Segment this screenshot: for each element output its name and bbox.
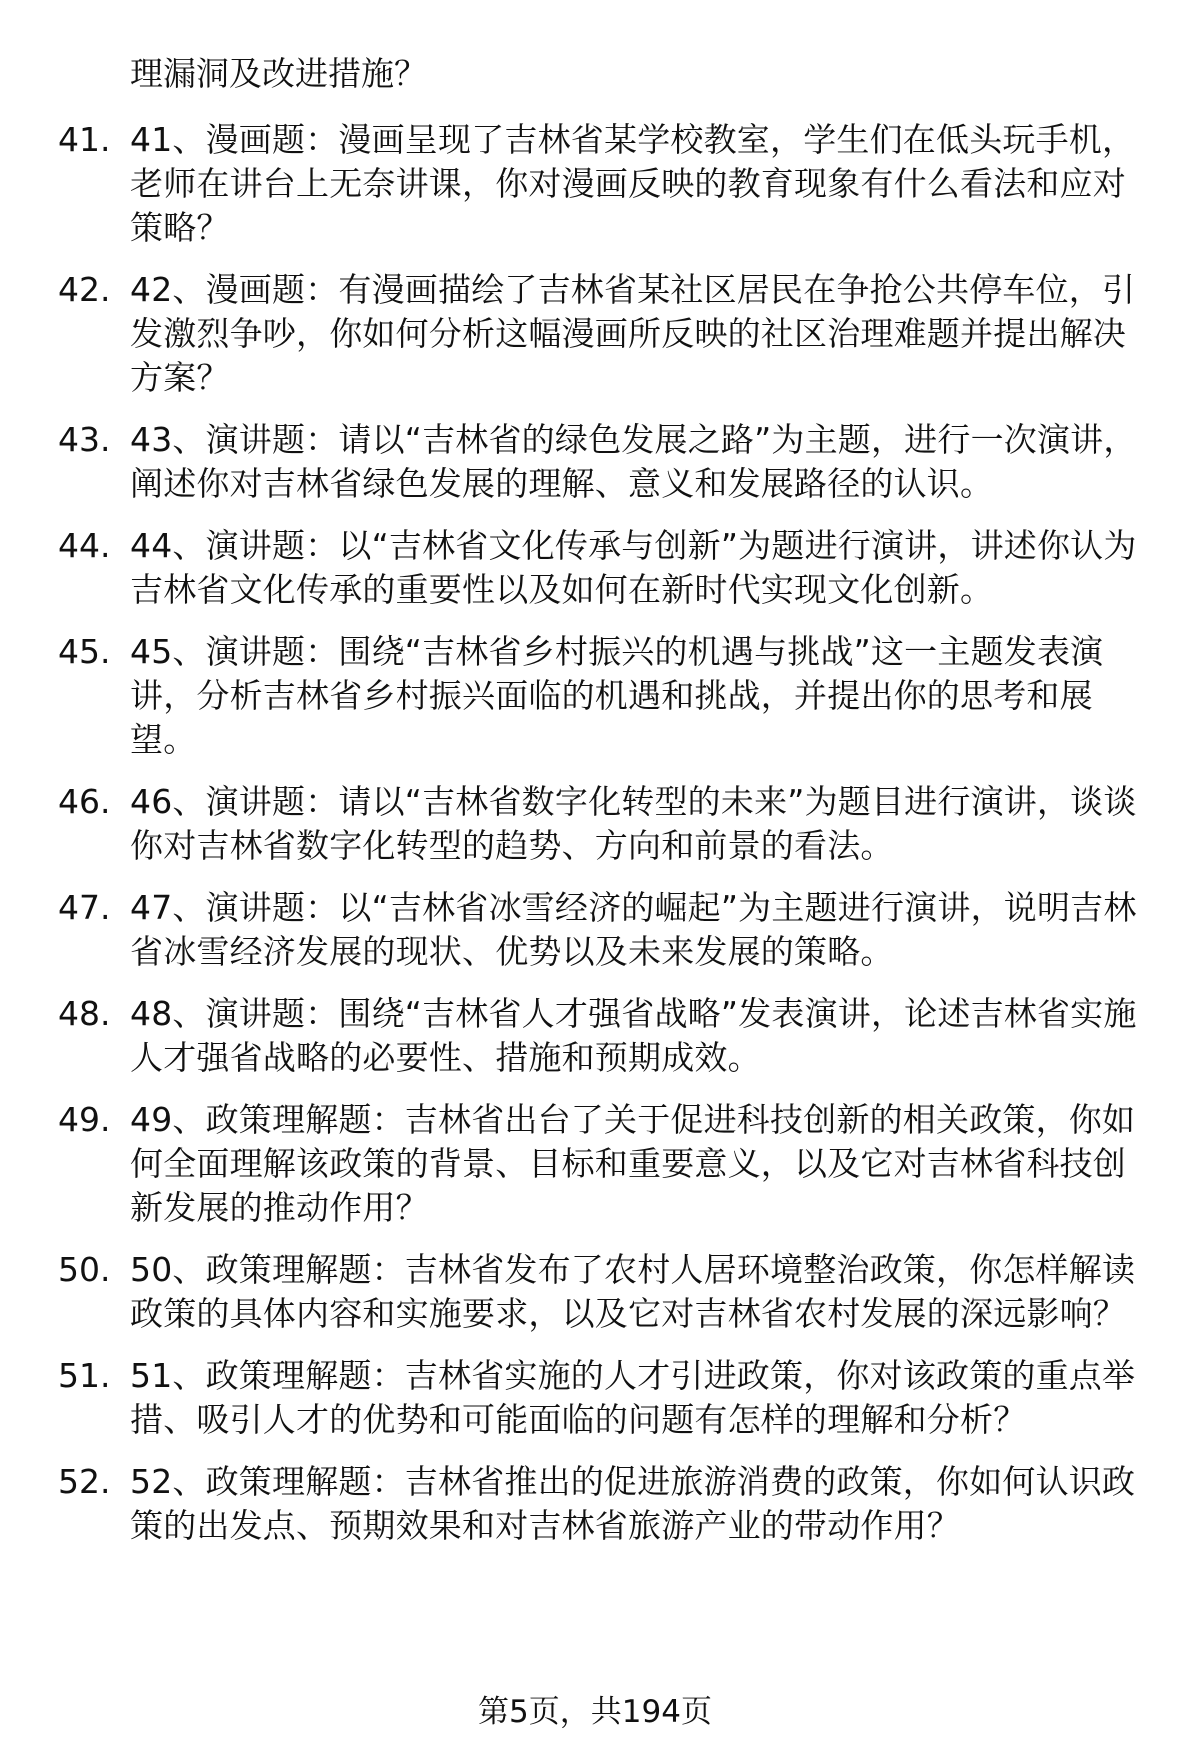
question-text: 49、政策理解题：吉林省出台了关于促进科技创新的相关政策，你如何全面理解该政策的背景、目标和重要意义，以及它对吉林省科技创新发展的推动作用？ bbox=[130, 1100, 1136, 1227]
question-item bbox=[0, 1098, 1190, 1230]
continuation-text: 理漏洞及改进措施？ bbox=[130, 54, 427, 93]
question-text: 42、漫画题：有漫画描绘了吉林省某社区居民在争抢公共停车位，引发激烈争吵，你如何分析这幅漫画所反映的社区治理难题并提出解决方案？ bbox=[130, 270, 1136, 397]
question-item bbox=[0, 418, 1190, 506]
question-text: 51、政策理解题：吉林省实施的人才引进政策，你对该政策的重点举措、吸引人才的优势和可能面临的问题有怎样的理解和分析？ bbox=[130, 1356, 1136, 1439]
question-item bbox=[0, 780, 1190, 868]
question-number: 41. bbox=[58, 120, 111, 159]
question-text: 48、演讲题：围绕“吉林省人才强省战略”发表演讲，论述吉林省实施人才强省战略的必要性、措施和预期成效。 bbox=[130, 994, 1137, 1077]
question-item bbox=[0, 992, 1190, 1080]
question-number: 46. bbox=[58, 782, 111, 821]
question-text: 52、政策理解题：吉林省推出的促进旅游消费的政策，你如何认识政策的出发点、预期效果和对吉林省旅游产业的带动作用？ bbox=[130, 1462, 1136, 1545]
question-text: 41、漫画题：漫画呈现了吉林省某学校教室，学生们在低头玩手机，老师在讲台上无奈讲课，你对漫画反映的教育现象有什么看法和应对策略？ bbox=[130, 120, 1136, 247]
question-number: 47. bbox=[58, 888, 111, 927]
question-item bbox=[0, 118, 1190, 250]
question-text: 45、演讲题：围绕“吉林省乡村振兴的机遇与挑战”这一主题发表演讲，分析吉林省乡村振兴面临的机遇和挑战，并提出你的思考和展望。 bbox=[130, 632, 1104, 759]
question-text: 43、演讲题：请以“吉林省的绿色发展之路”为主题，进行一次演讲，阐述你对吉林省绿色发展的理解、意义和发展路径的认识。 bbox=[130, 420, 1137, 503]
question-item bbox=[0, 1354, 1190, 1442]
question-number: 44. bbox=[58, 526, 111, 565]
question-number: 49. bbox=[58, 1100, 111, 1139]
question-item bbox=[0, 524, 1190, 612]
question-item bbox=[0, 886, 1190, 974]
question-text: 46、演讲题：请以“吉林省数字化转型的未来”为题目进行演讲，谈谈你对吉林省数字化转型的趋势、方向和前景的看法。 bbox=[130, 782, 1137, 865]
question-number: 45. bbox=[58, 632, 111, 671]
question-number: 48. bbox=[58, 994, 111, 1033]
question-item bbox=[0, 630, 1190, 762]
question-number: 51. bbox=[58, 1356, 111, 1395]
question-item bbox=[0, 268, 1190, 400]
question-text: 50、政策理解题：吉林省发布了农村人居环境整治政策，你怎样解读政策的具体内容和实施要求，以及它对吉林省农村发展的深远影响？ bbox=[130, 1250, 1136, 1333]
question-number: 50. bbox=[58, 1250, 111, 1289]
question-number: 52. bbox=[58, 1462, 111, 1501]
question-item bbox=[0, 1248, 1190, 1336]
question-text: 44、演讲题：以“吉林省文化传承与创新”为题进行演讲，讲述你认为吉林省文化传承的重要性以及如何在新时代实现文化创新。 bbox=[130, 526, 1137, 609]
question-text: 47、演讲题：以“吉林省冰雪经济的崛起”为主题进行演讲，说明吉林省冰雪经济发展的现状、优势以及未来发展的策略。 bbox=[130, 888, 1137, 971]
question-list bbox=[0, 118, 1190, 1566]
question-item bbox=[0, 1460, 1190, 1548]
page-number-footer: 第5页，共194页 bbox=[478, 1694, 712, 1730]
question-number: 43. bbox=[58, 420, 111, 459]
question-number: 42. bbox=[58, 270, 111, 309]
